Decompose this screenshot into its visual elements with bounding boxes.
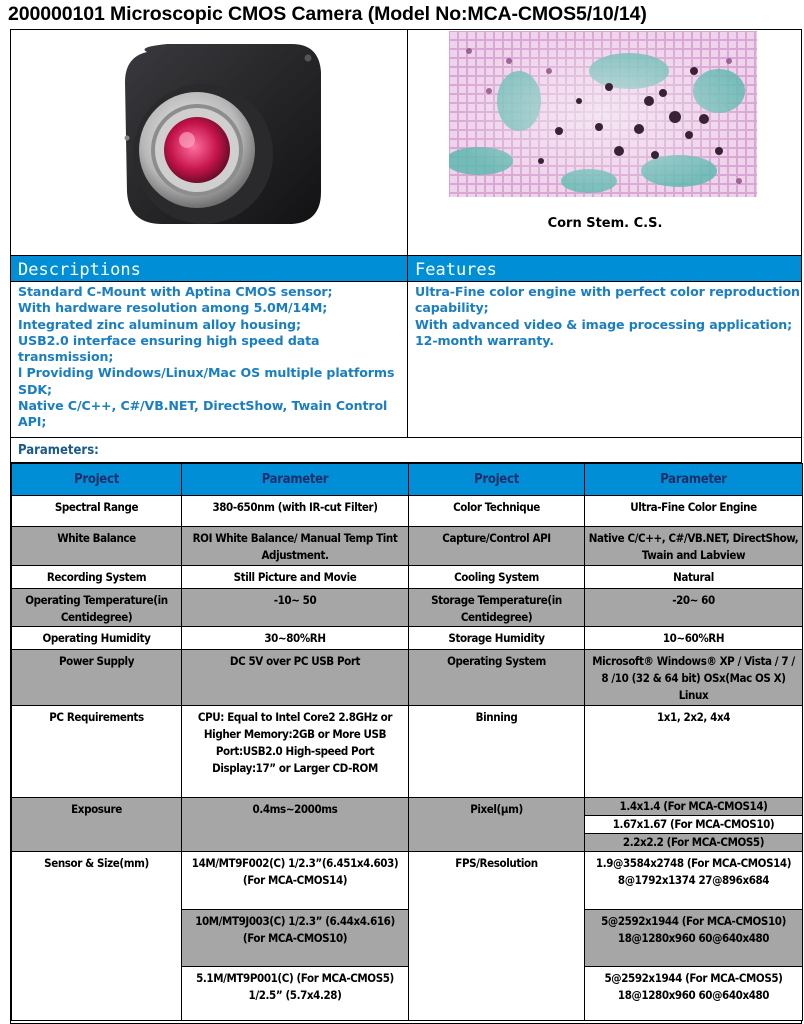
- descriptions-heading: Descriptions: [11, 255, 407, 282]
- table-cell: Ultra-Fine Color Engine: [585, 496, 803, 527]
- column-header: Parameter: [182, 464, 409, 496]
- table-cell: -10~ 50: [182, 589, 409, 627]
- table-row: [12, 650, 803, 706]
- table-cell: 5@2592x1944 (For MCA-CMOS10) 18@1280x960 60@640x480: [585, 910, 803, 967]
- description-item: Standard C-Mount with Aptina CMOS sensor;: [18, 284, 333, 299]
- divider: [407, 30, 408, 255]
- table-cell: Cooling System: [409, 566, 585, 589]
- table-row: [12, 798, 803, 816]
- table-cell: Capture/Control API: [409, 527, 585, 566]
- table-cell: 0.4ms~2000ms: [182, 798, 409, 852]
- table-cell: 1.9@3584x2748 (For MCA-CMOS14) 8@1792x1374 27@896x684: [585, 852, 803, 910]
- table-cell: 14M/MT9F002(C) 1/2.3”(6.451x4.603) (For MCA-CMOS14): [182, 852, 409, 910]
- table-cell: 30~80%RH: [182, 627, 409, 650]
- table-row: [12, 566, 803, 589]
- column-header: Parameter: [585, 464, 803, 496]
- description-item: With hardware resolution among 5.0M/14M;: [18, 300, 328, 316]
- table-cell: Recording System: [12, 566, 182, 589]
- table-cell: -20~ 60: [585, 589, 803, 627]
- descriptions-list: [11, 282, 407, 437]
- camera-image: [107, 42, 327, 228]
- table-row: [12, 852, 803, 910]
- table-row: [12, 627, 803, 650]
- table-row: [12, 589, 803, 627]
- table-cell: Native C/C++, C#/VB.NET, DirectShow, Twain and Labview: [585, 527, 803, 566]
- micrograph-image: [449, 31, 757, 197]
- table-cell: Operating Humidity: [12, 627, 182, 650]
- table-cell: 10~60%RH: [585, 627, 803, 650]
- description-item: Native C/C++, C#/VB.NET, DirectShow, Twain Control API;: [18, 398, 388, 430]
- table-row: [12, 706, 803, 798]
- description-item: USB2.0 interface ensuring high speed data transmission;: [18, 332, 320, 365]
- table-cell: FPS/Resolution: [409, 852, 585, 1021]
- table-cell: 2.2x2.2 (For MCA-CMOS5): [585, 834, 803, 852]
- table-cell: Sensor & Size(mm): [12, 852, 182, 1021]
- table-cell: Power Supply: [12, 650, 182, 706]
- table-cell: Still Picture and Movie: [182, 566, 409, 589]
- parameters-table: [11, 463, 803, 1021]
- table-cell: 5@2592x1944 (For MCA-CMOS5) 18@1280x960 60@640x480: [585, 967, 803, 1021]
- table-row: [12, 496, 803, 527]
- spec-sheet: [10, 29, 802, 1024]
- table-cell: 380-650nm (with IR-cut Filter): [182, 496, 409, 527]
- table-cell: Spectral Range: [12, 496, 182, 527]
- table-header-row: [12, 464, 803, 496]
- page-title: 200000101 Microscopic CMOS Camera (Model No:MCA-CMOS5/10/14): [8, 3, 647, 25]
- table-cell: Microsoft® Windows® XP / Vista / 7 / 8 /10 (32 & 64 bit) OSx(Mac OS X) Linux: [585, 650, 803, 706]
- table-cell: Operating Temperature(in Centidegree): [12, 589, 182, 627]
- table-cell: 1x1, 2x2, 4x4: [585, 706, 803, 798]
- table-cell: Storage Temperature(in Centidegree): [409, 589, 585, 627]
- table-cell: Binning: [409, 706, 585, 798]
- table-cell: Storage Humidity: [409, 627, 585, 650]
- feature-item: With advanced video & image processing application;: [415, 316, 793, 332]
- column-header: Project: [409, 464, 585, 496]
- table-cell: 1.4x1.4 (For MCA-CMOS14): [585, 798, 803, 816]
- description-item: l Providing Windows/Linux/Mac OS multiple platforms SDK;: [18, 365, 395, 397]
- features-heading: Features: [408, 255, 801, 282]
- feature-item: Ultra-Fine color engine with perfect color reproduction capability;: [415, 284, 800, 316]
- column-header: Project: [12, 464, 182, 496]
- image-caption: Corn Stem. C.S.: [547, 216, 663, 231]
- table-cell: Pixel(μm): [409, 798, 585, 852]
- table-cell: White Balance: [12, 527, 182, 566]
- table-cell: Natural: [585, 566, 803, 589]
- table-cell: DC 5V over PC USB Port: [182, 650, 409, 706]
- table-cell: PC Requirements: [12, 706, 182, 798]
- table-cell: Color Technique: [409, 496, 585, 527]
- table-cell: 1.67x1.67 (For MCA-CMOS10): [585, 816, 803, 834]
- table-cell: Operating System: [409, 650, 585, 706]
- description-item: Integrated zinc aluminum alloy housing;: [18, 316, 301, 332]
- table-cell: ROI White Balance/ Manual Temp Tint Adjustment.: [182, 527, 409, 566]
- feature-item: 12-month warranty.: [415, 332, 554, 348]
- table-cell: CPU: Equal to Intel Core2 2.8GHz or Higher Memory:2GB or More USB Port:USB2.0 High-speed Port Display:17” or Larger CD-ROM: [182, 706, 409, 798]
- features-list: [408, 282, 801, 437]
- image-row: [11, 30, 801, 255]
- parameters-heading: Parameters:: [11, 437, 801, 463]
- table-cell: 10M/MT9J003(C) 1/2.3” (6.44x4.616) (For MCA-CMOS10): [182, 910, 409, 967]
- table-row: [12, 527, 803, 566]
- table-cell: Exposure: [12, 798, 182, 852]
- table-cell: 5.1M/MT9P001(C) (For MCA-CMOS5) 1/2.5” (5.7x4.28): [182, 967, 409, 1021]
